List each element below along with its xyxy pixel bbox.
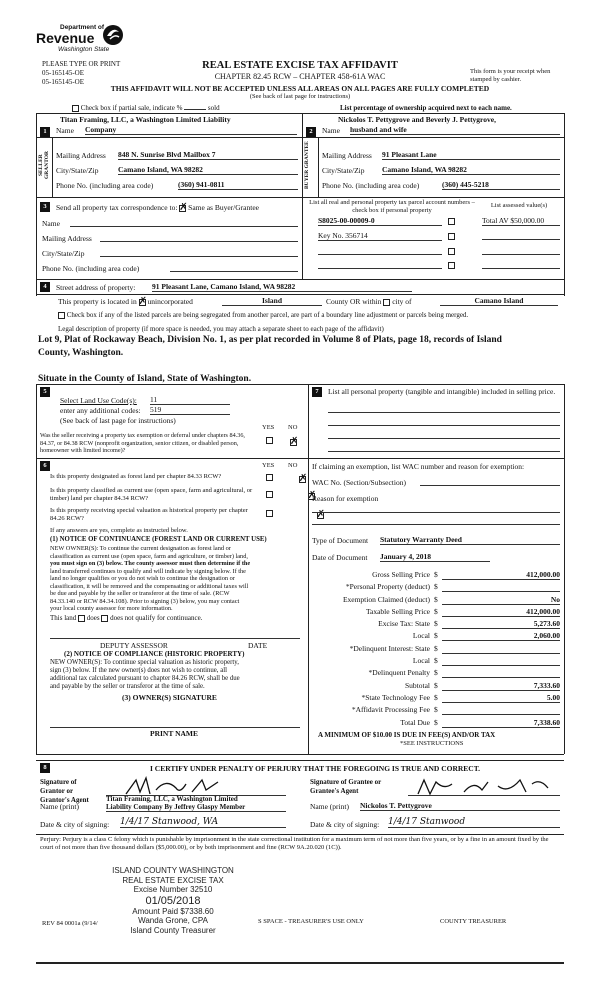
form-title: REAL ESTATE EXCISE TAX AFFIDAVIT	[202, 60, 398, 71]
sold-label: sold	[207, 104, 220, 112]
tax-row	[312, 718, 560, 730]
grantor-name-line1: Titan Framing, LLC, a Washington Limited	[106, 795, 238, 803]
tax-row-value: No	[442, 595, 560, 605]
section-5-badge: 5	[40, 387, 50, 397]
tax-row-value: 5,273.60	[442, 619, 560, 629]
grantor-signature[interactable]	[106, 776, 286, 796]
city-value: Camano Island	[440, 296, 558, 306]
dollar-sign: $	[434, 582, 438, 592]
grantor-sig-label: Signature of Grantor or Grantor's Agent	[40, 778, 89, 804]
dollar-sign: $	[434, 692, 438, 702]
send-tax-label: Send all property tax correspondence to:	[56, 203, 178, 212]
doc-type-label: Type of Document	[312, 536, 369, 545]
land-use-label: Select Land Use Code(s):	[60, 396, 137, 405]
tax-row-value: 412,000.00	[442, 570, 560, 580]
tax-row	[312, 668, 560, 680]
buyer-grantee-tab: BUYER GRANTEE	[304, 141, 310, 189]
tax-row-label: Local	[412, 631, 430, 641]
s6-q2-yes[interactable]	[266, 491, 273, 498]
tax-row-value	[442, 668, 560, 678]
minimum-due: A MINIMUM OF $10.00 IS DUE IN FEE(S) AND/OR TAX	[318, 731, 496, 739]
same-as-buyer-checkbox[interactable]	[179, 205, 186, 212]
s5-q1-yes[interactable]	[266, 437, 273, 444]
revenue-wordmark: Revenue	[36, 30, 95, 46]
tax-row	[312, 631, 560, 643]
parcel-2-checkbox[interactable]	[448, 233, 455, 240]
section-6-badge: 6	[40, 461, 50, 471]
dor-logo	[36, 22, 136, 62]
additional-codes-label: enter any additional codes:	[60, 406, 141, 415]
buyer-city-label: City/State/Zip	[322, 166, 365, 175]
s6-if-any: If any answers are yes, complete as instructed below.	[50, 527, 188, 534]
buyer-name-line2: husband and wife	[350, 125, 560, 135]
seller-name-line2: Company	[85, 125, 297, 135]
partial-sale-row	[72, 104, 220, 112]
dollar-sign: $	[434, 717, 438, 727]
tax-row-label: *Delinquent Penalty	[368, 668, 430, 678]
see-instructions: *SEE INSTRUCTIONS	[400, 740, 464, 747]
grantee-signature-scribble	[408, 776, 560, 798]
wac-label: WAC No. (Section/Subsection)	[312, 478, 406, 487]
grantor-date-value: 1/4/17 Stanwood, WA	[120, 817, 286, 828]
form-subtitle: CHAPTER 82.45 RCW – CHAPTER 458-61A WAC	[214, 72, 386, 81]
dollar-sign: $	[434, 643, 438, 653]
corr-name-label: Name	[42, 219, 60, 228]
dor-emblem-icon	[102, 24, 124, 46]
tax-row-value: 2,060.00	[442, 631, 560, 641]
dollar-sign: $	[434, 631, 438, 641]
unincorporated-label: unincorporated	[147, 297, 193, 306]
segregated-row	[58, 311, 468, 319]
continuance-title: (1) NOTICE OF CONTINUANCE (FOREST LAND OR CURRENT USE)	[50, 536, 267, 543]
county-label: County OR within city of	[326, 297, 412, 306]
tax-row-value	[442, 705, 560, 715]
tax-row	[312, 570, 560, 582]
seller-name-line1: Titan Framing, LLC, a Washington Limited Liability	[60, 115, 231, 124]
doc-date-label: Date of Document	[312, 553, 368, 562]
legal-desc-1: Lot 9, Plat of Rockaway Beach, Division No. 1, as per plat recorded in Volume 8 of Plats, page 18, records of Island	[38, 335, 502, 345]
tax-row-label: *Delinquent Interest: State	[349, 643, 430, 653]
section-3-badge: 3	[40, 202, 50, 212]
tax-row-label: Local	[412, 656, 430, 666]
located-label: This property is located in	[58, 297, 137, 306]
print-name-label: PRINT NAME	[150, 729, 198, 738]
doc-type-value: Statutory Warranty Deed	[380, 535, 560, 545]
tax-row-label: Excise Tax: State	[378, 619, 430, 629]
additional-codes-value: 519	[150, 405, 230, 415]
s5-q1-no[interactable]	[290, 439, 297, 446]
personal-property-label: List all personal property (tangible and intangible) included in selling price.	[328, 387, 556, 396]
county-treasurer-label: COUNTY TREASURER	[440, 918, 507, 925]
unincorporated-checkbox[interactable]	[139, 299, 146, 306]
buyer-name-line1: Nickolos T. Pettygrove and Beverly J. Pettygrove,	[338, 115, 496, 124]
tax-row	[312, 582, 560, 594]
grantee-date-label: Date & city of signing:	[310, 820, 380, 829]
grantee-sig-label: Signature of Grantee or Grantee's Agent	[310, 778, 382, 795]
tax-row-label: *Personal Property (deduct)	[345, 582, 430, 592]
parcel-3-checkbox[interactable]	[448, 248, 455, 255]
corr-mail-label: Mailing Address	[42, 234, 92, 243]
treasurer-use-only: S SPACE - TREASURER'S USE ONLY	[258, 918, 364, 925]
corr-city-label: City/State/Zip	[42, 249, 85, 258]
seller-mail-value: 848 N. Sunrise Blvd Mailbox 7	[118, 150, 298, 160]
partial-sale-label: Check box if partial sale, indicate %	[80, 104, 183, 112]
buyer-mail-value: 91 Pleasant Lane	[382, 150, 560, 160]
tax-row	[312, 607, 560, 619]
reason-label: Reason for exemption	[312, 494, 379, 503]
tax-row-value	[442, 582, 560, 592]
s5-q1: Was the seller receiving a property tax exemption or deferral under chapters 84.36, 84.37, or 84.38 RCW (nonprofit organization, senior citizen, or disabled person, homeowner with limited income)?	[40, 432, 245, 454]
parcel-1: S8025-00-00009-0	[318, 216, 442, 226]
buyer-city-value: Camano Island, WA 98282	[382, 165, 560, 175]
certify-statement: I CERTIFY UNDER PENALTY OF PERJURY THAT THE FOREGOING IS TRUE AND CORRECT.	[150, 764, 481, 773]
historic-title: (2) NOTICE OF COMPLIANCE (HISTORIC PROPERTY)	[64, 650, 245, 658]
doc-date-value: January 4, 2018	[380, 552, 490, 562]
grantor-name-line2: Liability Company By Jeffrey Glaspy Member	[106, 803, 286, 812]
tax-row	[312, 656, 560, 668]
county-value: Island	[222, 296, 322, 306]
s6-q3: Is this property receiving special valuation as historical property per chapter 84.26 RCW?	[50, 507, 248, 522]
tax-row-label: Total Due	[400, 717, 430, 727]
section-8-badge: 8	[40, 763, 50, 773]
deputy-date: DATE	[248, 641, 268, 650]
s6-q3-yes[interactable]	[266, 510, 273, 517]
same-as-buyer-label: Same as Buyer/Grantee	[188, 203, 259, 212]
buyer-name-label: Name	[322, 126, 340, 135]
tax-row	[312, 644, 560, 656]
dollar-sign: $	[434, 656, 438, 666]
parcel-4-checkbox[interactable]	[448, 262, 455, 269]
exemption-label: If claiming an exemption, list WAC number and reason for exemption:	[312, 462, 525, 471]
dollar-sign: $	[434, 705, 438, 715]
deputy-assessor: DEPUTY ASSESSOR	[100, 641, 168, 650]
seller-phone-value: (360) 941-0811	[178, 180, 298, 190]
dollar-sign: $	[434, 680, 438, 690]
tax-row-value	[442, 644, 560, 654]
dollar-sign: $	[434, 606, 438, 616]
s6-q2: Is this property classified as current use (open space, farm and agricultural, or timber) land per chapter 84.34 RCW?	[50, 487, 253, 502]
parcel-header: List all real and personal property tax parcel account numbers – check box if personal property	[309, 199, 475, 214]
tax-row-label: *State Technology Fee	[361, 692, 430, 702]
location-row	[58, 297, 193, 306]
owner-signature-label: (3) OWNER(S) SIGNATURE	[122, 693, 217, 702]
section-1-badge: 1	[40, 127, 50, 137]
tax-row-label: Gross Selling Price	[372, 570, 430, 579]
buyer-phone-value: (360) 445-5218	[442, 180, 560, 190]
rev-code: REV 84 0001a (9/14/	[42, 920, 98, 927]
grantor-date-label: Date & city of signing:	[40, 820, 110, 829]
segregated-checkbox[interactable]	[58, 312, 65, 319]
section-4-badge: 4	[40, 282, 50, 292]
ownership-note: List percentage of ownership acquired next to each name.	[340, 104, 512, 112]
form-code-1: 05-165145-OE	[42, 69, 84, 77]
s6-no: NO	[288, 462, 298, 469]
tax-row-value: 7,333.60	[442, 681, 560, 691]
grantee-signature[interactable]	[408, 776, 560, 796]
s6-q1: Is this property designated as forest land per chapter 84.33 RCW?	[50, 473, 222, 480]
historic-body: NEW OWNER(S): To continue special valuation as historic property, sign (3) below. If the new owner(s) does not wish to continue, all additional tax calculated pursuant to chapter 84.26 RCW, shall be due and payable by the seller or transferor at the time of sale.	[50, 659, 240, 690]
buyer-mail-label: Mailing Address	[322, 151, 372, 160]
seller-mail-label: Mailing Address	[56, 151, 106, 160]
tax-row	[312, 595, 560, 607]
tax-row-value: 412,000.00	[442, 607, 560, 617]
type-or-print: PLEASE TYPE OR PRINT	[42, 60, 121, 68]
tax-row	[312, 705, 560, 717]
tax-row-value: 7,338.60	[442, 718, 560, 728]
tax-row-value: 5.00	[442, 693, 560, 703]
tax-row	[312, 681, 560, 693]
grantee-name-value: Nickolos T. Pettygrove	[360, 801, 560, 811]
tax-row-label: Subtotal	[404, 680, 430, 690]
washington-state: Washington State	[58, 46, 110, 53]
perjury-notice: Perjury: Perjury is a class C felony which is punishable by imprisonment in the state correctional institution for a maximum term of not more than five years, or by a fine in an amount fixed by the court of not more than five thousand dollars ($5,000.00), or by both imprisonment and fine (RCW 9A.20.020 (1C)).	[40, 836, 549, 851]
grantee-name-label: Name (print)	[310, 802, 349, 811]
seller-name-label: Name	[56, 126, 74, 135]
land-use-see: (See back of last page for instructions)	[60, 416, 176, 425]
tax-table	[312, 570, 560, 730]
dollar-sign: $	[434, 570, 438, 579]
receipt-note: This form is your receipt when stamped by cashier.	[470, 68, 551, 83]
grantor-name-label: Name (print)	[40, 802, 79, 811]
completion-notice: THIS AFFIDAVIT WILL NOT BE ACCEPTED UNLESS ALL AREAS ON ALL PAGES ARE FULLY COMPLETED	[110, 84, 490, 93]
qualify-row: This land does does not qualify for continuance.	[50, 614, 203, 622]
tax-row-label: *Affidavit Processing Fee	[351, 705, 430, 715]
legal-label: Legal description of property (if more space is needed, you may attach a separate sheet to each page of the affidavit)	[58, 325, 384, 333]
continuance-body: NEW OWNER(S): To continue the current designation as forest land or classification as current use (open space, farm and agriculture, or timber) land, you must sign on (3) below. The county assessor must then determine if the land transferred continues to qualify and will indicate by signing below. If the land no longer qualifies or you do not wish to continue the designation or classification, it will be removed and the compensating or additional taxes will be due and payable by the seller or transferor at the time of sale. (RCW 84.33.140 or RCW 84.34.108). Prior to signing (3) below, you may contact your local county assessor for more information.	[50, 545, 251, 612]
dollar-sign: $	[434, 594, 438, 604]
section-2-badge: 2	[306, 127, 316, 137]
does-not-checkbox[interactable]	[101, 615, 108, 622]
instructions-note: (See back of last page for instructions)	[249, 93, 351, 100]
tax-row-value	[442, 656, 560, 666]
seller-city-label: City/State/Zip	[56, 166, 99, 175]
buyer-phone-label: Phone No. (including area code)	[322, 181, 420, 190]
tax-row-label: Taxable Selling Price	[365, 606, 430, 616]
send-tax-row	[56, 203, 259, 212]
street-value: 91 Pleasant Lane, Camano Island, WA 98282	[152, 282, 412, 292]
legal-desc-3: Situate in the County of Island, State of Washington.	[38, 374, 252, 384]
corr-phone-label: Phone No. (including area code)	[42, 264, 140, 273]
partial-sale-checkbox[interactable]	[72, 105, 79, 112]
s6-yes: YES	[262, 462, 275, 469]
assessed-header: List assessed value(s)	[490, 202, 548, 209]
parcel-1-checkbox[interactable]	[448, 218, 455, 225]
dollar-sign: $	[434, 668, 438, 678]
section-7-badge: 7	[312, 387, 322, 397]
seller-phone-label: Phone No. (including area code)	[56, 181, 154, 190]
grantee-date-value: 1/4/17 Stanwood	[388, 817, 560, 828]
s6-q1-no[interactable]	[299, 476, 306, 483]
form-code-2: 05-165145-OE	[42, 78, 84, 86]
s6-q1-yes[interactable]	[266, 474, 273, 481]
seller-grantor-tab: SELLER GRANTOR	[38, 151, 50, 180]
segregated-label: Check box if any of the listed parcels are being segregated from another parcel, are part of a boundary line adjustment or parcels being merged.	[66, 311, 469, 319]
does-checkbox[interactable]	[78, 615, 85, 622]
tax-row	[312, 619, 560, 631]
parcel-2: Key No. 356714	[318, 231, 442, 241]
seller-city-value: Camano Island, WA 98282	[118, 165, 298, 175]
s5-yes: YES	[262, 424, 275, 431]
legal-desc-2: County, Washington.	[38, 348, 124, 358]
street-label: Street address of property:	[56, 283, 136, 292]
tax-row-label: Exemption Claimed (deduct)	[342, 594, 430, 604]
s5-no: NO	[288, 424, 298, 431]
city-checkbox[interactable]	[383, 299, 390, 306]
dept-of: Department of	[60, 24, 105, 31]
assessed-1: Total AV $50,000.00	[482, 216, 560, 226]
dollar-sign: $	[434, 619, 438, 629]
treasurer-stamp: ISLAND COUNTY WASHINGTON REAL ESTATE EXCISE TAX Excise Number 32510 01/05/2018 Amount Paid $7338.60 Wanda Grone, CPA Island County Treasurer	[112, 866, 234, 935]
tax-row	[312, 693, 560, 705]
land-use-code: 11	[150, 395, 230, 405]
